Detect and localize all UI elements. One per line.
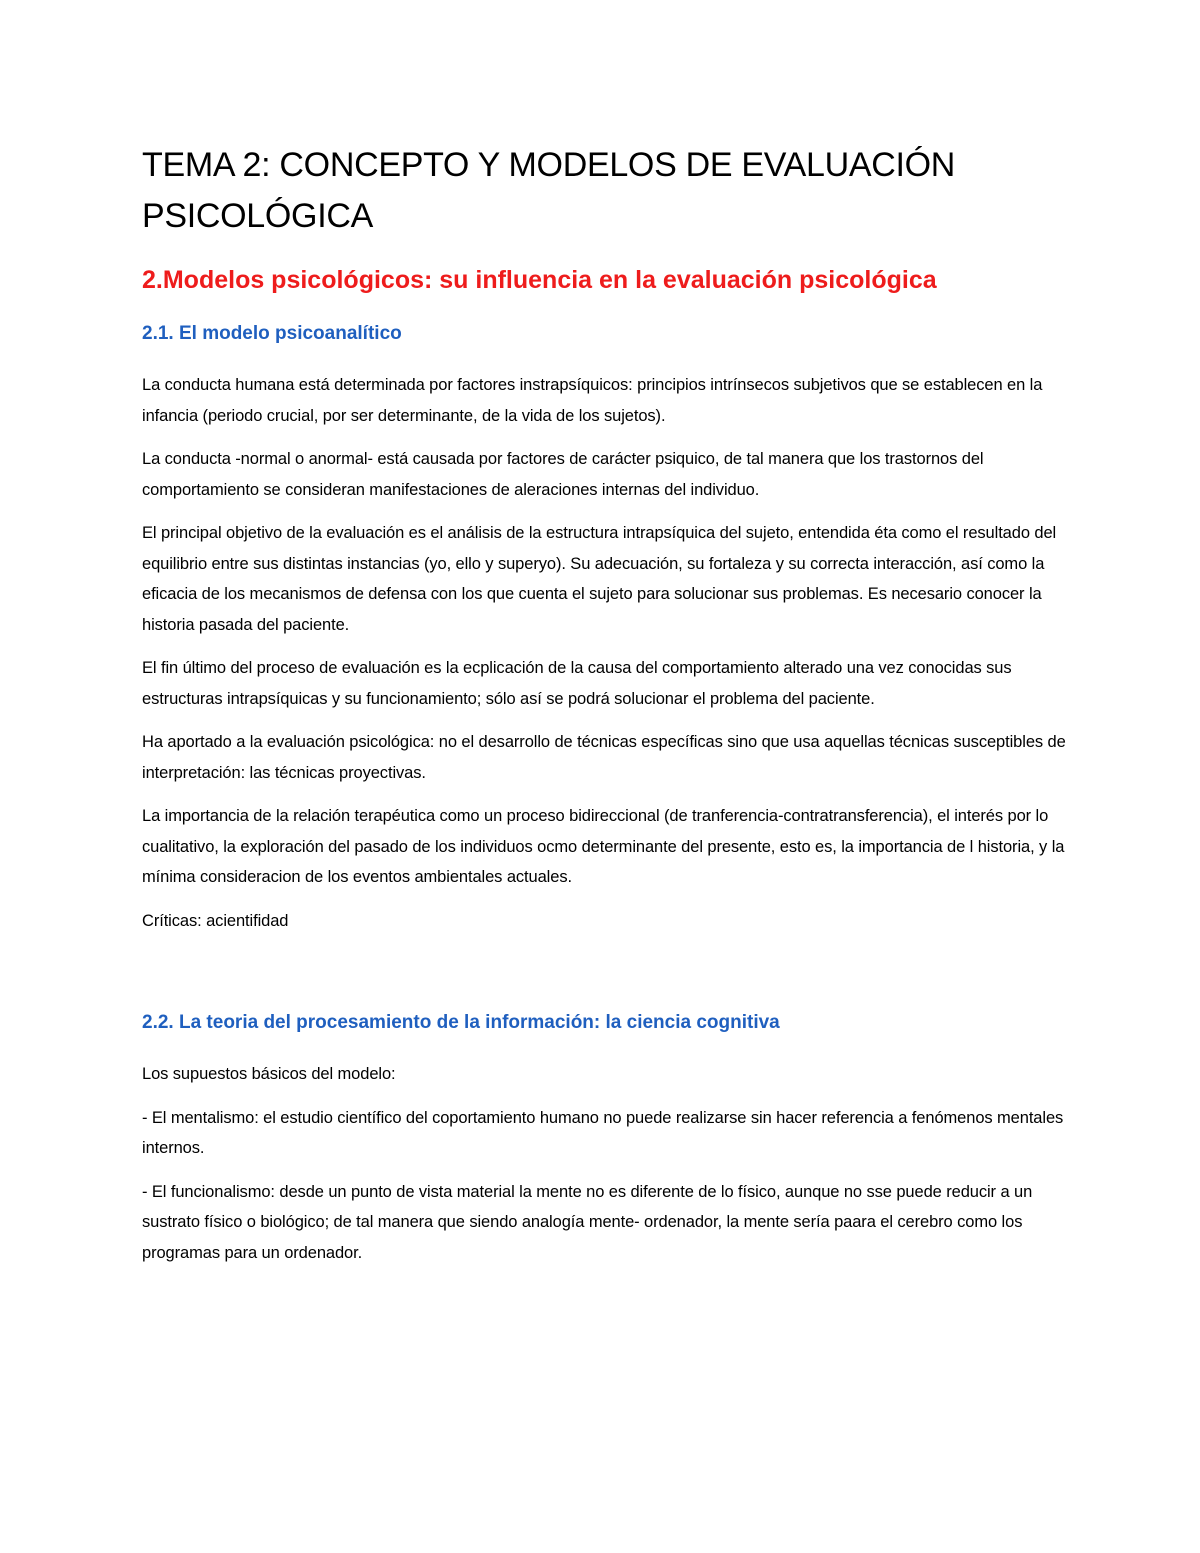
- blank-space: [142, 949, 1072, 1009]
- paragraph: La conducta -normal o anormal- está causada por factores de carácter psiquico, de tal manera que los trastornos del comportamiento se consideran manifestaciones de aleraciones internas del individuo.: [142, 450, 984, 499]
- criticas-line: Críticas: acientifidad: [142, 911, 289, 930]
- paragraph: El fin último del proceso de evaluación es la ecplicación de la causa del comportamiento alterado una vez conocidas sus estructuras intrapsíquicas y su funcionamiento; sólo así se podrá solucionar el problema del paciente.: [142, 659, 1012, 708]
- page-title: TEMA 2: CONCEPTO Y MODELOS DE EVALUACIÓN PSICOLÓGICA: [142, 146, 956, 235]
- paragraph: La importancia de la relación terapéutica como un proceso bidireccional (de tranferencia-contratransferencia), el interés por lo cualitativo, la exploración del pasado de los individuos ocmo determinante del presente, esto es, la importancia de l historia, y la mínima consideracion de los eventos ambientales actuales.: [142, 807, 1065, 886]
- paragraph: Los supuestos básicos del modelo:: [142, 1065, 396, 1083]
- paragraph: La conducta humana está determinada por factores instrapsíquicos: principios intrínsecos subjetivos que se establecen en la infancia (periodo crucial, por ser determinante, de la vida de los sujetos).: [142, 376, 1043, 425]
- document-page: [142, 140, 1072, 1281]
- section-heading: 2.Modelos psicológicos: su influencia en la evaluación psicológica: [142, 266, 937, 294]
- paragraph: El principal objetivo de la evaluación es el análisis de la estructura intrapsíquica del sujeto, entendida éta como el resultado del equilibrio entre sus distintas instancias (yo, ello y superyo). Su adecuación, su fortaleza y su correcta interacción, así como la eficacia de los mecanismos de defensa con los que cuenta el sujeto para solucionar sus problemas. Es necesario conocer la historia pasada del paciente.: [142, 524, 1057, 634]
- subsection-heading-ciencia-cognitiva: 2.2. La teoria del procesamiento de la información: la ciencia cognitiva: [142, 1012, 780, 1033]
- list-item: - El funcionalismo: desde un punto de vista material la mente no es diferente de lo físico, aunque no sse puede reducir a un sustrato físico o biológico; de tal manera que siendo analogía mente- ordenador, la mente sería paara el cerebro como los programas para un ordenador.: [142, 1182, 1033, 1262]
- paragraph: Ha aportado a la evaluación psicológica: no el desarrollo de técnicas específicas sino que usa aquellas técnicas susceptibles de interpretación: las técnicas proyectivas.: [142, 733, 1066, 782]
- list-item: - El mentalismo: el estudio científico del coportamiento humano no puede realizarse sin hacer referencia a fenómenos mentales internos.: [142, 1108, 1064, 1157]
- subsection-heading-psicoanalitico: 2.1. El modelo psicoanalítico: [142, 323, 402, 344]
